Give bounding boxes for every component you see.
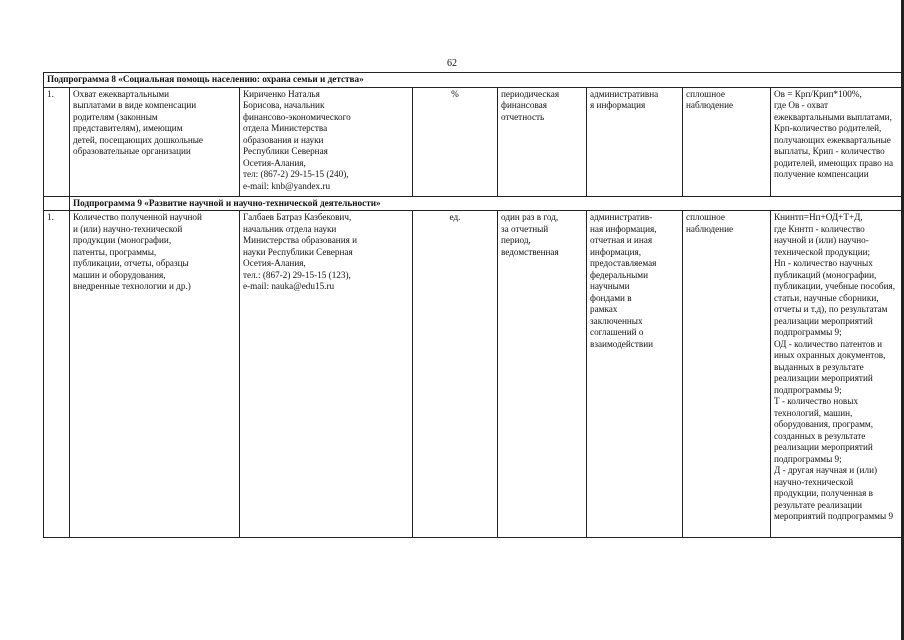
indicators-table: [43, 72, 904, 538]
table-row: [44, 211, 904, 538]
source-cell: административ- ная информация, отчетная и иная информация, предоставляемая федеральными научными фондами в рамках заключенных соглашений о взаимодействии: [587, 211, 683, 538]
subprogram8-title: Подпрограмма 8 «Социальная помощь населению: охрана семьи и детства»: [44, 73, 904, 88]
responsible-cell: Галбаев Батраз Казбекович, начальник отдела науки Министерства образования и науки Республики Северная Осетия-Алания, тел.: (867-2) 29-15-15 (123), e-mail: nauka@edu15.ru: [240, 211, 413, 538]
method-cell: сплошное наблюдение: [683, 211, 771, 538]
page-number: 62: [447, 58, 457, 69]
subprogram8-header-row: [44, 73, 904, 88]
frequency-cell: один раз в год, за отчетный период, ведомственная: [498, 211, 587, 538]
formula-cell: Ов = Крп/Крип*100%, где Ов - охват ежеквартальными выплатами, Крп-количество родителей, получающих ежеквартальные выплаты, Крип - количество родителей, имеющих право на получение компенсации: [771, 87, 904, 196]
indicator-cell: Охват ежеквартальными выплатами в виде компенсации родителям (законным представителям), имеющим детей, посещающих дошкольные образовательные организации: [70, 87, 240, 196]
subprogram9-title: Подпрограмма 9 «Развитие научной и научно-технической деятельности»: [70, 196, 904, 211]
table-row: [44, 87, 904, 196]
empty-cell: [44, 196, 70, 211]
frequency-cell: периодическая финансовая отчетность: [498, 87, 587, 196]
row-number: 1.: [44, 87, 70, 196]
row-number: 1.: [44, 211, 70, 538]
method-cell: сплошное наблюдение: [683, 87, 771, 196]
formula-cell: Книнтп=Нп+ОД+Т+Д, где Кннтп - количество научной и (или) научно- технической продукции; Нп - количество научных публикаций (монографии, публикации, учебные пособия, статьи, научные сборники, отчеты и т.д), по результатам реализации мероприятий подпрограммы 9; ОД - количество патентов и иных охранных документов, выданных в результате реализации мероприятий подпрограммы 9; Т - количество новых технологий, машин, оборудования, программ, созданных в результате реализации мероприятий подпрограммы 9; Д - другая научная и (или) научно-технической продукции, полученная в результате реализации мероприятий подпрограммы 9: [771, 211, 904, 538]
responsible-cell: Кириченко Наталья Борисова, начальник финансово-экономического отдела Министерства образования и науки Республики Северная Осетия-Алания, тел: (867-2) 29-15-15 (240), e-mail: knb@yandex.ru: [240, 87, 413, 196]
subprogram9-header-row: [44, 196, 904, 211]
unit-cell: %: [413, 87, 498, 196]
source-cell: административна я информация: [587, 87, 683, 196]
unit-cell: ед.: [413, 211, 498, 538]
indicator-cell: Количество полученной научной и (или) научно-технической продукции (монографии, патенты, программы, публикации, отчеты, образцы машин и оборудования, внедренные технологии и др.): [70, 211, 240, 538]
